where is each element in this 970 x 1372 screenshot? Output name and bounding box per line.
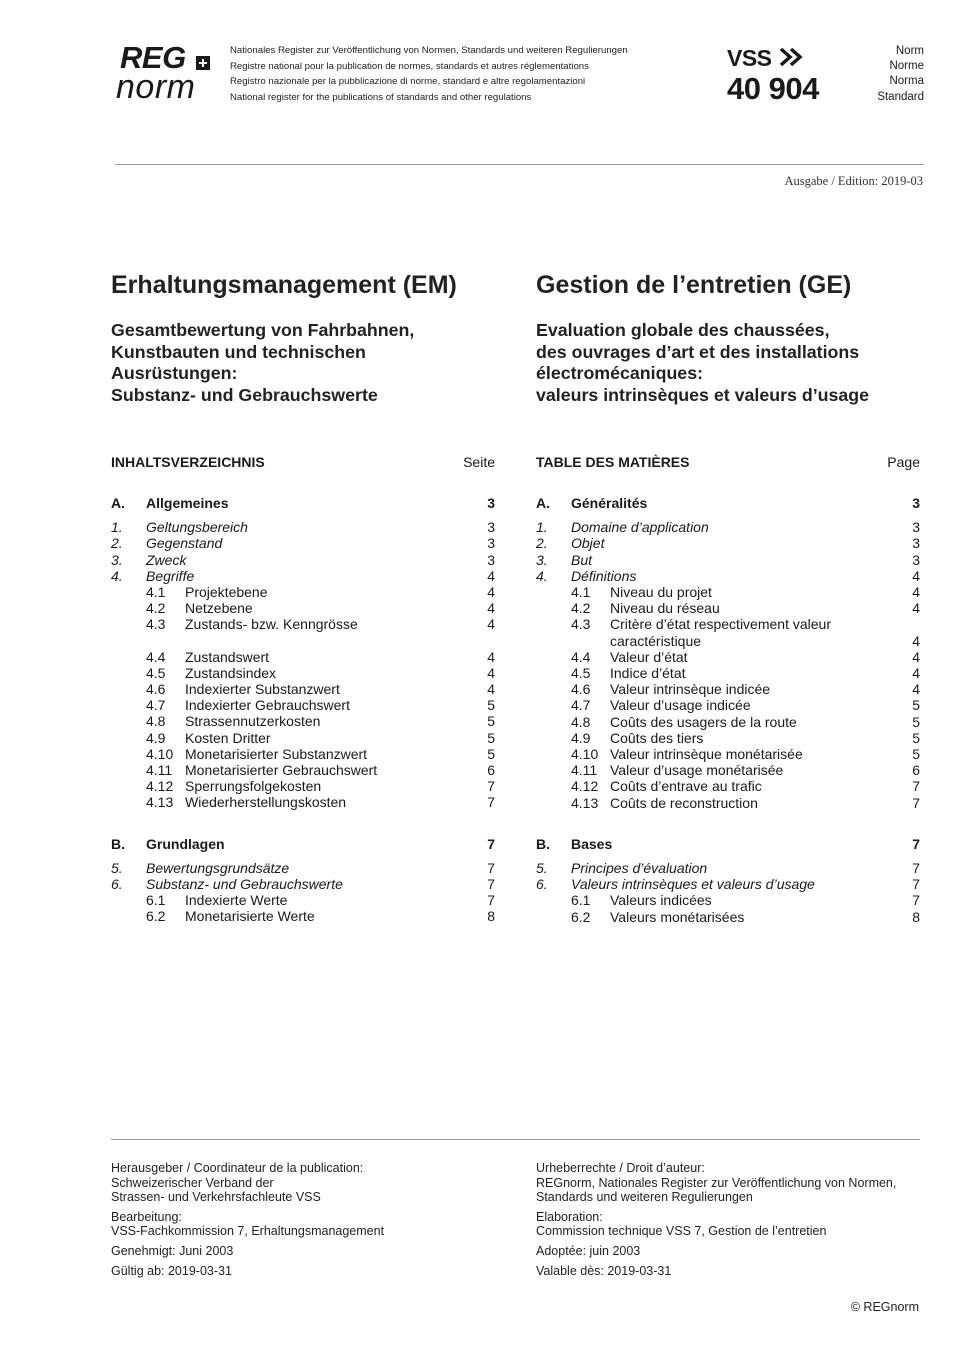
footer-line: Standards und weiteren Regulierungen	[536, 1190, 753, 1205]
toc-page-label: Seite	[463, 454, 495, 470]
toc-row[interactable]: 6. Valeurs intrinsèques et valeurs d’usage 7	[536, 876, 920, 893]
toc-row[interactable]: 1. Geltungsbereich 3	[111, 519, 495, 536]
toc-row[interactable]: 4.12 Coûts d’entrave au trafic 7	[571, 778, 920, 795]
toc-row[interactable]: 4.3 Critère d’état respectivement valeur caractéristique 4	[571, 616, 920, 649]
subtitle-line: Kunstbauten und technischen	[111, 341, 366, 362]
toc-row[interactable]: 4.8 Strassennutzerkosten 5	[146, 713, 495, 730]
footer-french	[536, 1161, 936, 1283]
toc-row[interactable]: 4.10 Valeur intrinsèque monétarisée 5	[571, 746, 920, 763]
subtitle-line: valeurs intrinsèques et valeurs d’usage	[536, 384, 870, 405]
subtitle-de	[111, 320, 495, 406]
toc-heading: INHALTSVERZEICHNIS	[111, 454, 265, 470]
toc-row[interactable]: 5. Bewertungsgrundsätze 7	[111, 859, 495, 876]
toc-row[interactable]: 4.6 Indexierter Substanzwert 4	[146, 681, 495, 698]
footer-line: Bearbeitung:	[111, 1209, 182, 1224]
toc-row[interactable]: 4. Begriffe 4	[111, 567, 495, 584]
subtitle-fr	[536, 320, 920, 406]
toc-row[interactable]: 3. But 3	[536, 551, 920, 568]
toc-row[interactable]: 4.4 Zustandswert 4	[146, 648, 495, 665]
toc-row[interactable]: B. Bases 7	[536, 835, 920, 852]
subtitle-line: Gesamtbewertung von Fahrbahnen,	[111, 320, 415, 340]
register-line-fr: Registre national pour la publication de normes, standards et autres réglementations	[230, 60, 589, 72]
register-line-en: National register for the publications of standards and other regulations	[230, 91, 532, 103]
toc-row[interactable]: 4.12 Sperrungsfolgekosten 7	[146, 778, 495, 795]
toc-row[interactable]: 6.2 Monetarisierte Werte 8	[146, 908, 495, 925]
toc-row[interactable]: 3. Zweck 3	[111, 551, 495, 568]
column-german	[111, 268, 495, 925]
footer-divider	[111, 1139, 920, 1140]
copyright-mark: © REGnorm	[850, 1300, 919, 1314]
approved-date: Adoptée: juin 2003	[536, 1243, 641, 1258]
edition-label: Ausgabe / Edition: 2019-03	[784, 174, 923, 188]
toc-row[interactable]: 4.5 Indice d’état 4	[571, 665, 920, 682]
toc-row[interactable]: 6. Substanz- und Gebrauchswerte 7	[111, 876, 495, 893]
toc-row[interactable]: 6.1 Indexierte Werte 7	[146, 892, 495, 909]
toc-row[interactable]: 5. Principes d’évaluation 7	[536, 860, 920, 877]
toc-row[interactable]: 1. Domaine d’application 3	[536, 519, 920, 536]
toc-row[interactable]: 4.2 Niveau du réseau 4	[571, 600, 920, 617]
toc-row[interactable]: 4.10 Monetarisierter Substanzwert 5	[146, 745, 495, 762]
approved-date: Genehmigt: Juni 2003	[111, 1243, 234, 1258]
vss-chevron-icon	[777, 46, 803, 68]
register-line-de: Nationales Register zur Veröffentlichung von Normen, Standards und weiteren Regulierungen	[230, 45, 628, 56]
subtitle-line: Substanz- und Gebrauchswerte	[111, 384, 378, 405]
valid-from-date: Gültig ab: 2019-03-31	[111, 1263, 232, 1278]
footer-line: Urheberrechte / Droit d’auteur:	[536, 1161, 705, 1175]
toc-row[interactable]: 4.13 Coûts de reconstruction 7	[571, 794, 920, 811]
toc-header-fr	[536, 454, 920, 470]
footer-german	[111, 1161, 511, 1283]
publisher-block	[111, 1161, 511, 1205]
regnorm-logo-norm: norm	[116, 68, 196, 106]
toc-heading: TABLE DES MATIÈRES	[536, 454, 690, 470]
subtitle-line: Ausrüstungen:	[111, 363, 238, 384]
norm-type-it: Norma	[889, 75, 924, 88]
toc-row[interactable]: 4.7 Valeur d’usage indicée 5	[571, 697, 920, 714]
copyright-block	[536, 1161, 936, 1205]
toc-page-label: Page	[887, 454, 920, 470]
header-divider	[115, 164, 924, 165]
toc-row[interactable]: A. Généralités 3	[536, 495, 920, 511]
toc-row[interactable]: 2. Gegenstand 3	[111, 535, 495, 552]
toc-row[interactable]: 6.2 Valeurs monétarisées 8	[571, 908, 920, 925]
norm-type-de: Norm	[895, 45, 924, 57]
toc-row[interactable]: 4.11 Valeur d’usage monétarisée 6	[571, 762, 920, 779]
toc-row[interactable]: 4.3 Zustands- bzw. Kenngrösse 4	[146, 616, 495, 633]
toc-header-de	[111, 454, 495, 470]
subtitle-line: des ouvrages d’art et des installations	[536, 341, 860, 362]
toc-row[interactable]: 4.8 Coûts des usagers de la route 5	[571, 713, 920, 730]
toc-row[interactable]: 4.9 Coûts des tiers 5	[571, 729, 920, 746]
toc-row[interactable]: 4.1 Projektebene 4	[146, 584, 495, 601]
toc-row[interactable]: 6.1 Valeurs indicées 7	[571, 892, 920, 909]
norm-type-fr: Norme	[889, 60, 924, 73]
standard-number: 40 904	[727, 71, 819, 106]
toc-row[interactable]: 4.4 Valeur d’état 4	[571, 648, 920, 665]
regnorm-logo-reg: REG	[120, 40, 186, 75]
footer-line: Commission technique VSS 7, Gestion de l’entretien	[536, 1224, 827, 1239]
toc-row[interactable]: A. Allgemeines 3	[111, 495, 495, 511]
toc-row[interactable]: 4.2 Netzebene 4	[146, 600, 495, 617]
toc-row[interactable]: 4.7 Indexierter Gebrauchswert 5	[146, 697, 495, 714]
norm-type-list	[877, 44, 924, 105]
vss-logo	[727, 45, 803, 71]
norm-type-en: Standard	[877, 90, 924, 103]
toc-row[interactable]: 4.5 Zustandsindex 4	[146, 664, 495, 681]
toc-de	[111, 495, 495, 925]
toc-row[interactable]: 4. Définitions 4	[536, 567, 920, 584]
footer-line: Herausgeber / Coordinateur de la publication:	[111, 1161, 364, 1175]
toc-row[interactable]: B. Grundlagen 7	[111, 835, 495, 852]
footer-line: VSS-Fachkommission 7, Erhaltungsmanagement	[111, 1224, 385, 1239]
footer-line: Elaboration:	[536, 1209, 603, 1224]
subtitle-line: Evaluation globale des chaussées,	[536, 320, 830, 340]
toc-row[interactable]: 4.6 Valeur intrinsèque indicée 4	[571, 681, 920, 698]
editing-block	[111, 1210, 511, 1239]
toc-row[interactable]: 4.11 Monetarisierter Gebrauchswert 6	[146, 762, 495, 779]
editing-block	[536, 1210, 936, 1239]
title-fr: Gestion de l’entretien (GE)	[536, 271, 852, 299]
register-line-it: Registro nazionale per la pubblicazione di norme, standard e altre regolamentazioni	[230, 76, 586, 87]
subtitle-line: électromécaniques:	[536, 363, 704, 384]
toc-row[interactable]: 4.1 Niveau du projet 4	[571, 584, 920, 601]
column-french	[536, 268, 920, 925]
footer-line: Strassen- und Verkehrsfachleute VSS	[111, 1190, 321, 1205]
footer-line: Schweizerischer Verband der	[111, 1175, 274, 1190]
swiss-cross-icon	[196, 56, 210, 70]
register-description	[230, 43, 628, 105]
vss-logo-text: VSS	[727, 45, 772, 71]
toc-row[interactable]: 4.9 Kosten Dritter 5	[146, 729, 495, 746]
title-de: Erhaltungsmanagement (EM)	[111, 271, 457, 299]
toc-row[interactable]: 4.13 Wiederherstellungskosten 7	[146, 794, 495, 811]
toc-row[interactable]: 2. Objet 3	[536, 535, 920, 552]
footer-line: REGnorm, Nationales Register zur Veröffentlichung von Normen,	[536, 1175, 897, 1190]
valid-from-date: Valable dès: 2019-03-31	[536, 1263, 672, 1278]
toc-fr	[536, 495, 920, 925]
